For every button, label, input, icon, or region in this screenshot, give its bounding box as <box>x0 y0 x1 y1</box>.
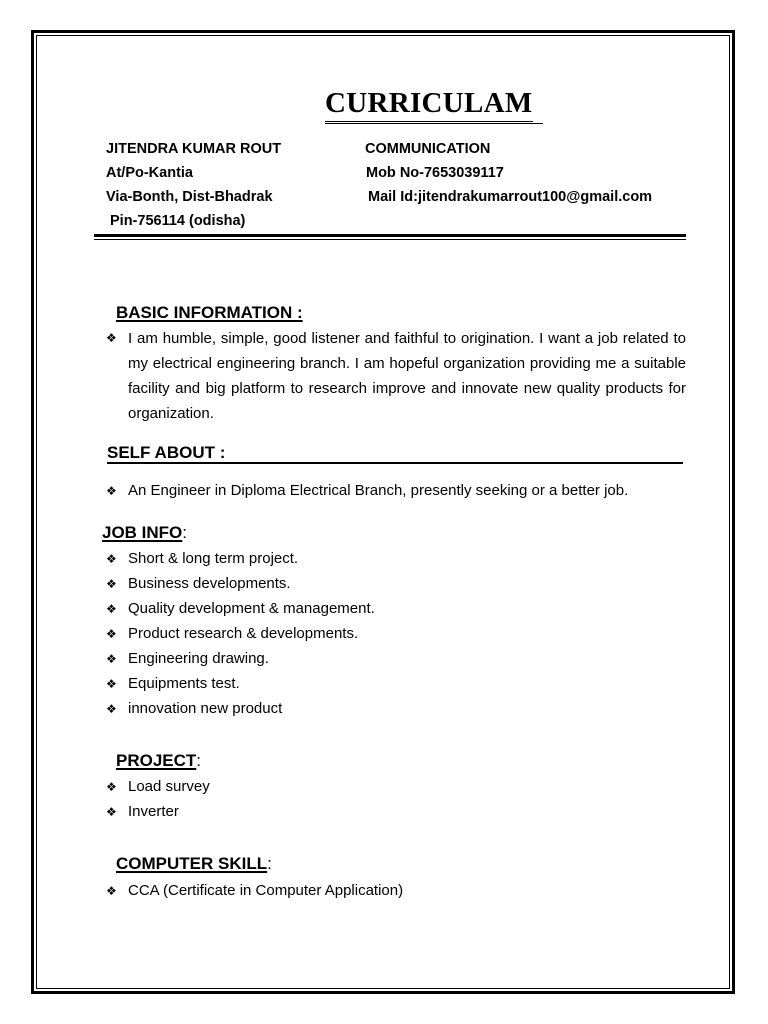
computer-skill-heading <box>116 854 272 874</box>
job-info-heading <box>102 523 187 543</box>
job-info-colon: : <box>182 523 188 542</box>
self-about-item: An Engineer in Diploma Electrical Branch, presently seeking or a better job. <box>128 482 629 499</box>
bullet-icon: ❖ <box>106 602 117 616</box>
bullet-icon: ❖ <box>106 805 117 819</box>
bullet-icon: ❖ <box>106 552 117 566</box>
list-item <box>106 482 628 500</box>
computer-skill-heading-text: COMPUTER SKILL <box>116 854 268 873</box>
list-item <box>106 650 269 668</box>
email-address: Mail Id:jitendrakumarrout100@gmail.com <box>368 189 653 205</box>
job-info-item: Short & long term project. <box>128 550 299 567</box>
project-item: Inverter <box>128 803 179 820</box>
bullet-icon: ❖ <box>106 577 117 591</box>
project-heading <box>116 751 201 771</box>
list-item <box>106 803 179 821</box>
list-item <box>106 600 375 618</box>
bullet-icon: ❖ <box>106 484 117 498</box>
self-about-underline <box>107 462 683 464</box>
bullet-icon: ❖ <box>106 780 117 794</box>
job-info-heading-text: JOB INFO <box>102 523 183 542</box>
list-item <box>106 882 403 900</box>
bullet-icon: ❖ <box>106 702 117 716</box>
list-item <box>106 778 210 796</box>
list-item <box>106 700 282 718</box>
basic-info-heading <box>116 303 303 323</box>
address-line-1: At/Po-Kantia <box>106 165 193 181</box>
job-info-item: Engineering drawing. <box>128 650 269 667</box>
header-divider-thin <box>94 239 686 240</box>
basic-info-text: I am humble, simple, good listener and faithful to origination. I want a job related to my electrical engineering branch. I am hopeful organization providing me a suitable facility and big platform to research improve and innovate new quality products for organization. <box>128 330 686 422</box>
basic-info-paragraph <box>106 326 686 426</box>
project-colon: : <box>196 751 202 770</box>
address-line-2: Via-Bonth, Dist-Bhadrak <box>106 189 273 205</box>
list-item <box>106 625 358 643</box>
bullet-icon: ❖ <box>106 331 117 345</box>
bullet-icon: ❖ <box>106 884 117 898</box>
address-pin: Pin-756114 (odisha) <box>110 213 246 229</box>
bullet-icon: ❖ <box>106 677 117 691</box>
project-item: Load survey <box>128 778 210 795</box>
header-divider-thick <box>94 234 686 237</box>
project-heading-text: PROJECT <box>116 751 197 770</box>
computer-skill-item: CCA (Certificate in Computer Application) <box>128 882 404 899</box>
job-info-item: Product research & developments. <box>128 625 359 642</box>
title-double-underline <box>325 123 543 124</box>
communication-heading: COMMUNICATION <box>365 141 491 157</box>
document-title: CURRICULAM <box>325 86 533 122</box>
job-info-item: innovation new product <box>128 700 283 717</box>
list-item <box>106 550 298 568</box>
list-item <box>106 575 291 593</box>
candidate-name: JITENDRA KUMAR ROUT <box>106 141 282 157</box>
job-info-item: Business developments. <box>128 575 291 592</box>
mobile-number: Mob No-7653039117 <box>366 165 504 181</box>
self-about-heading: SELF ABOUT : <box>107 443 226 462</box>
list-item <box>106 675 240 693</box>
job-info-item: Quality development & management. <box>128 600 375 617</box>
computer-skill-colon: : <box>267 854 272 873</box>
basic-info-heading-text: BASIC INFORMATION : <box>116 303 303 322</box>
bullet-icon: ❖ <box>106 627 117 641</box>
job-info-item: Equipments test. <box>128 675 240 692</box>
bullet-icon: ❖ <box>106 652 117 666</box>
